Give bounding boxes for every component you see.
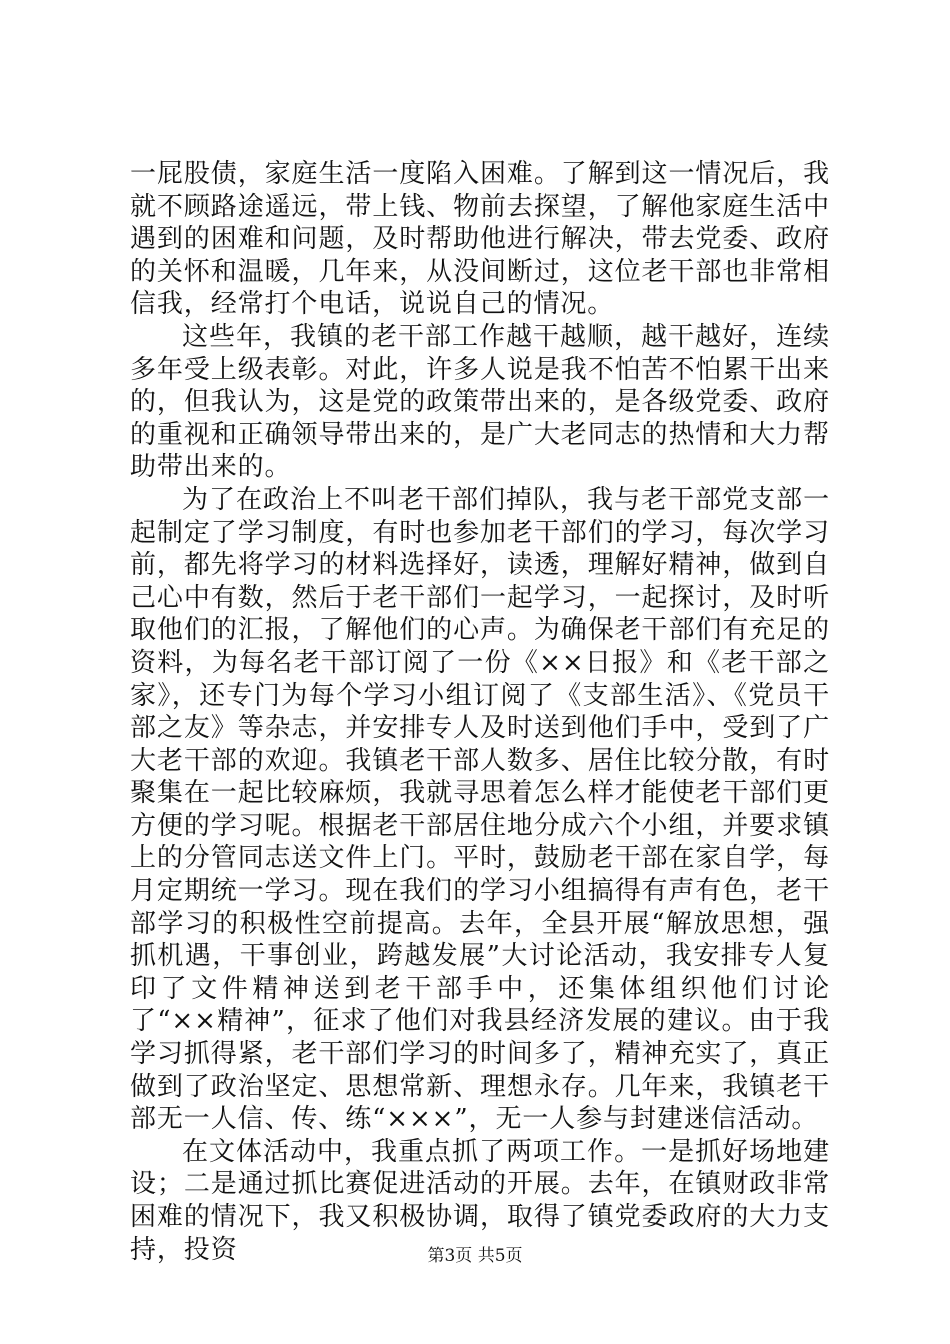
paragraph-political-study: 为了在政治上不叫老干部们掉队，我与老干部党支部一起制定了学习制度，有时也参加老干部们的学习，每次学习前，都先将学习的材料选择好，读透，理解好精神，做到自己心中有数，然后于老干部们一起学习，一起探讨，及时听取他们的汇报，了解他们的心声。为确保老干部们有充足的资料，为每名老干部订阅了一份《××日报》和《老干部之家》，还专门为每个学习小组订阅了《支部生活》、《党员干部之友》等杂志，并安排专人及时送到他们手中，受到了广大老干部的欢迎。我镇老干部人数多、居住比较分散，有时聚集在一起比较麻烦，我就寻思着怎么样才能使老干部们更方便的学习呢。根据老干部居住地分成六个小组，并要求镇上的分管同志送文件上门。平时，鼓励老干部在家自学，每月定期统一学习。现在我们的学习小组搞得有声有色，老干部学习的积极性空前提高。去年，全县开展“解放思想，强抓机遇，干事创业，跨越发展”大讨论活动，我安排专人复印了文件精神送到老干部手中，还集体组织他们讨论了“××精神”，征求了他们对我县经济发展的建议。由于我学习抓得紧，老干部们学习的时间多了，精神充实了，真正做到了政治坚定、思想常新、理想永存。几年来，我镇老干部无一人信、传、练“×××”，无一人参与封建迷信活动。 [130,484,830,1135]
paragraph-achievements: 这些年，我镇的老干部工作越干越顺，越干越好，连续多年受上级表彰。对此，许多人说是我不怕苦不怕累干出来的，但我认为，这是党的政策带出来的，是各级党委、政府的重视和正确领导带出来的，是广大老同志的热情和大力帮助带出来的。 [130,321,830,483]
page-number-footer: 第3页 共5页 [427,1246,523,1266]
document-body [130,158,830,1266]
paragraph-continuation: 一屁股债，家庭生活一度陷入困难。了解到这一情况后，我就不顾路途遥远，带上钱、物前去探望，了解他家庭生活中遇到的困难和问题，及时帮助他进行解决，带去党委、政府的关怀和温暖，几年来，从没间断过，这位老干部也非常相信我，经常打个电话，说说自己的情况。 [130,159,830,320]
paragraph-cultural-sports: 在文体活动中，我重点抓了两项工作。一是抓好场地建设；二是通过抓比赛促进活动的开展。去年，在镇财政非常困难的情况下，我又积极协调，取得了镇党委政府的大力支持，投资 [130,1136,830,1265]
